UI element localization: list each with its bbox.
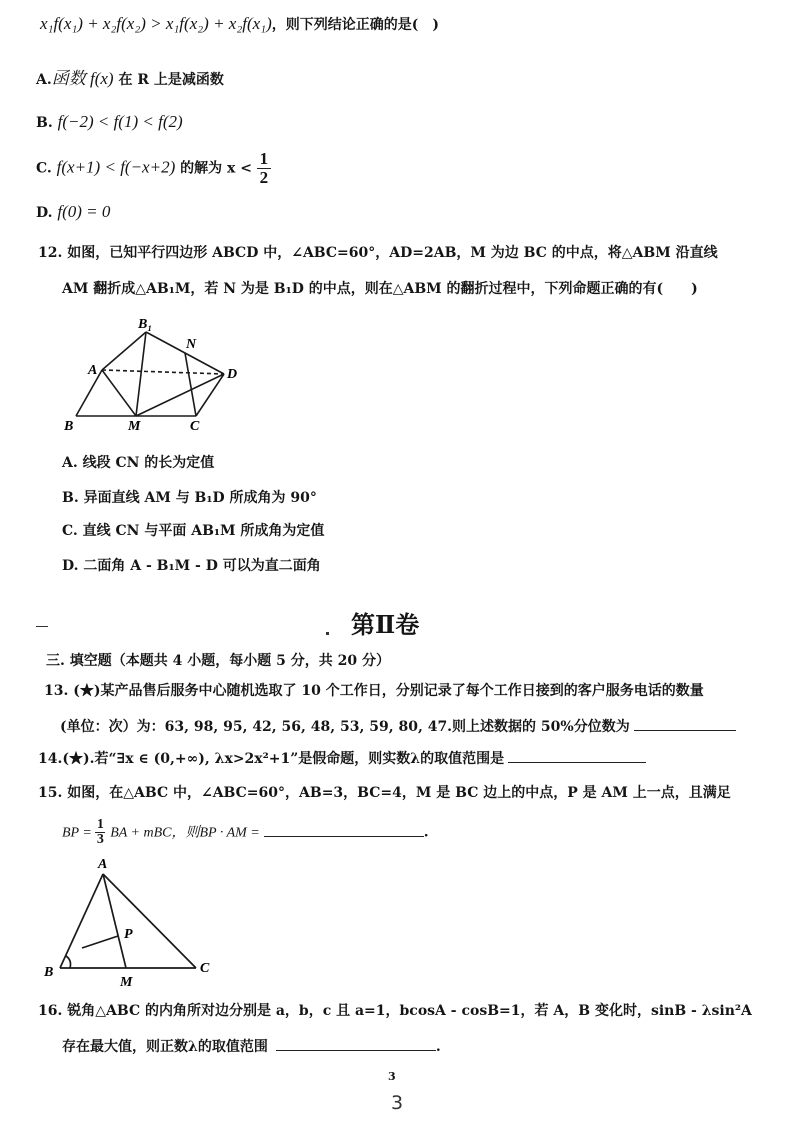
q15-label-a: A — [98, 857, 108, 872]
q11-stem — [40, 14, 439, 34]
q12-edge-b1m — [136, 332, 146, 416]
q12-label-n: N — [186, 337, 197, 352]
q11-option-b: B. f(−2) < f(1) < f(2) — [36, 112, 183, 131]
q15-label-b: B — [44, 965, 54, 980]
q12-stem-line1: 12. 如图，已知平行四边形 ABCD 中，∠ABC=60°，AD=2AB，M 为边 BC 的中点，将△ABM 沿直线 — [38, 245, 718, 261]
q15-answer-blank[interactable] — [264, 835, 424, 837]
q12-edge-am — [102, 370, 136, 416]
q13-answer-blank[interactable] — [634, 729, 736, 731]
q11-stem-text: ，则下列结论正确的是( ) — [271, 17, 439, 33]
q15-label-c: C — [200, 961, 210, 976]
scan-mark-dot — [326, 632, 329, 635]
q11-option-d: D. f(0) = 0 — [36, 202, 111, 221]
q15-edge-ab — [60, 874, 103, 968]
page-number-large: 3 — [391, 1092, 404, 1114]
q16-answer-blank[interactable] — [276, 1049, 436, 1051]
q15-stem-line2: BP = $\frac{1}{3}$ BA + mBC，则BP · AM = . — [62, 817, 429, 847]
q15-fraction: $\frac{1}{3}$ — [96, 817, 104, 847]
page-number-small: 3 — [388, 1070, 396, 1083]
q11-stem-math: x₁f(x₁) + x₂f(x₂) > x₁f(x₂) + x₂f(x₁) — [40, 14, 272, 33]
q11-option-a: A.函数 f(x) 在 R 上是减函数 — [36, 69, 224, 88]
q15-label-p: P — [124, 927, 133, 942]
q15-label-m: M — [120, 975, 133, 990]
q13-stem-line1: 13. (★)某产品售后服务中心随机选取了 10 个工作日，分别记录了每个工作日接到的客户服务电话的数量 — [44, 683, 704, 699]
q13-stem-line2: (单位：次）为：63, 98, 95, 42, 56, 48, 53, 59, 80, 47.则上述数据的 50%分位数为 — [60, 716, 736, 736]
q11-fraction: $\frac{1}{2}$ — [257, 150, 271, 187]
q12-label-b1: B₁ — [138, 317, 153, 332]
q12-label-d: D — [227, 367, 238, 382]
q15-angle-b-arc — [66, 956, 71, 968]
q12-label-b: B — [64, 419, 74, 434]
q12-edge-nc — [185, 353, 196, 416]
q12-option-c: C. 直线 CN 与平面 AB₁M 所成角为定值 — [62, 523, 325, 539]
q12-label-m: M — [128, 419, 141, 434]
q11-option-c: C. f(x+1) < f(−x+2) 的解为 x < $\frac{1}{2}$ — [36, 150, 271, 187]
q12-option-a: A. 线段 CN 的长为定值 — [62, 455, 215, 471]
q12-edge-ad — [102, 370, 224, 374]
q12-option-b: B. 异面直线 AM 与 B₁D 所成角为 90° — [62, 490, 317, 506]
section-title: 第Ⅱ卷 — [351, 610, 420, 639]
q15-figure — [38, 856, 228, 990]
scan-mark-left — [36, 626, 48, 627]
q15-stem-line1: 15. 如图，在△ABC 中，∠ABC=60°，AB=3，BC=4，M 是 BC 边上的中点，P 是 AM 上一点，且满足 — [38, 785, 731, 801]
q15-edge-ac — [103, 874, 196, 968]
q14-stem: 14.(★).若“∃x ∈ (0,+∞), λx>2x²+1”是假命题，则实数λ的取值范围是 — [38, 748, 646, 768]
q12-label-a: A — [88, 363, 98, 378]
q12-edge-ab1 — [102, 332, 146, 370]
section-heading: 三. 填空题（本题共 4 小题，每小题 5 分，共 20 分） — [46, 653, 390, 669]
q15-edge-am — [103, 874, 126, 968]
q16-stem-line2: 存在最大值，则正数λ的取值范围 . — [62, 1039, 441, 1055]
q12-option-d: D. 二面角 A - B₁M - D 可以为直二面角 — [62, 558, 321, 574]
q14-answer-blank[interactable] — [508, 761, 646, 763]
q12-stem-line2: AM 翻折成△AB₁M，若 N 为是 B₁D 的中点，则在△ABM 的翻折过程中，下列命题正确的有( ) — [62, 281, 698, 297]
q12-figure — [60, 312, 250, 434]
q15-edge-bp — [82, 936, 118, 948]
q16-stem-line1: 16. 锐角△ABC 的内角所对边分别是 a，b，c 且 a=1，bcosA - cosB=1，若 A，B 变化时，sinB - λsin²A — [38, 1003, 752, 1019]
q12-label-c: C — [190, 419, 200, 434]
